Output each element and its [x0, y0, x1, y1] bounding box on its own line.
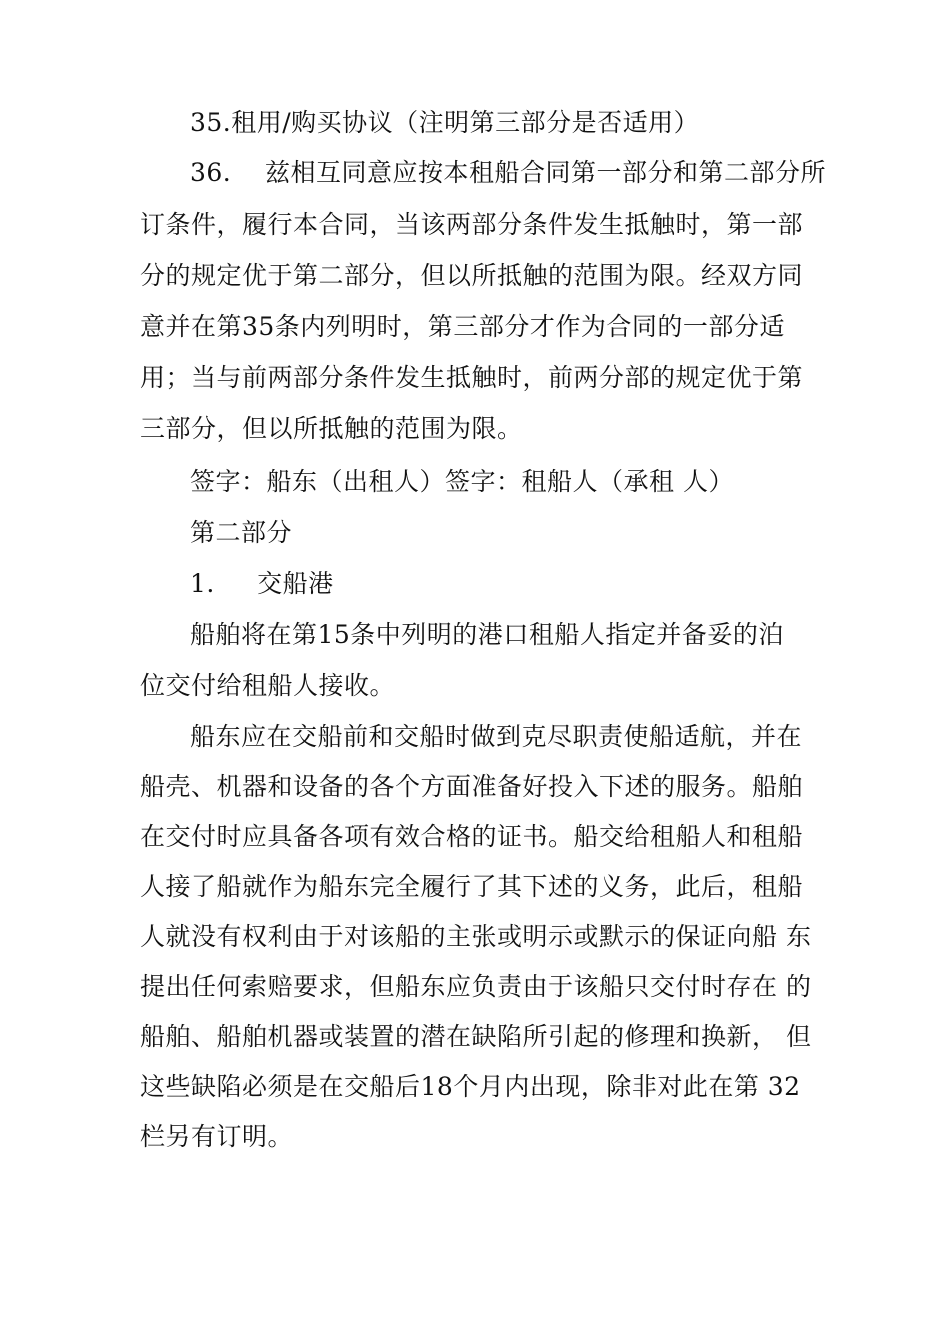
paragraph-1-line-1: 船舶将在第15条中列明的港口租船人指定并备妥的泊 [190, 620, 784, 649]
signature-line: 签字：船东（出租人）签字：租船人（承租 人） [190, 467, 734, 496]
paragraph-2-line-5: 人就没有权利由于对该船的主张或明示或默示的保证向船 东 [140, 922, 812, 951]
paragraph-2-line-9: 栏另有订明。 [140, 1122, 294, 1151]
paragraph-2-line-8: 这些缺陷必须是在交船后18个月内出现，除非对此在第 32 [140, 1072, 801, 1101]
clause-36-line-6: 三部分，但以所抵触的范围为限。 [140, 414, 523, 443]
paragraph-2-line-2: 船壳、机器和设备的各个方面准备好投入下述的服务。船舶 [140, 772, 804, 801]
paragraph-2-line-4: 人接了船就作为船东完全履行了其下述的义务，此后，租船 [140, 872, 804, 901]
clause-36-line-1: 36. 兹相互同意应按本租船合同第一部分和第二部分所 [190, 158, 827, 187]
paragraph-2-line-3: 在交付时应具备各项有效合格的证书。船交给租船人和租船 [140, 822, 804, 851]
paragraph-2-line-1: 船东应在交船前和交船时做到克尽职责使船适航，并在 [190, 722, 803, 751]
paragraph-1-line-2: 位交付给租船人接收。 [140, 671, 396, 700]
clause-36-line-4: 意并在第35条内列明时，第三部分才作为合同的一部分适 [140, 312, 785, 341]
clause-36-line-3: 分的规定优于第二部分，但以所抵触的范围为限。经双方同 [140, 261, 804, 290]
clause-36-line-5: 用；当与前两部分条件发生抵触时，前两分部的规定优于第 [140, 363, 804, 392]
paragraph-2-line-7: 船舶、船舶机器或装置的潜在缺陷所引起的修理和换新， 但 [140, 1022, 812, 1051]
clause-35-line: 35.租用/购买协议（注明第三部分是否适用） [190, 108, 700, 137]
clause-36-line-2: 订条件，履行本合同，当该两部分条件发生抵触时，第一部 [140, 210, 804, 239]
part-two-heading: 第二部分 [190, 518, 293, 547]
section-1-heading: 1. 交船港 [190, 569, 334, 598]
paragraph-2-line-6: 提出任何索赔要求，但船东应负责由于该船只交付时存在 的 [140, 972, 812, 1001]
